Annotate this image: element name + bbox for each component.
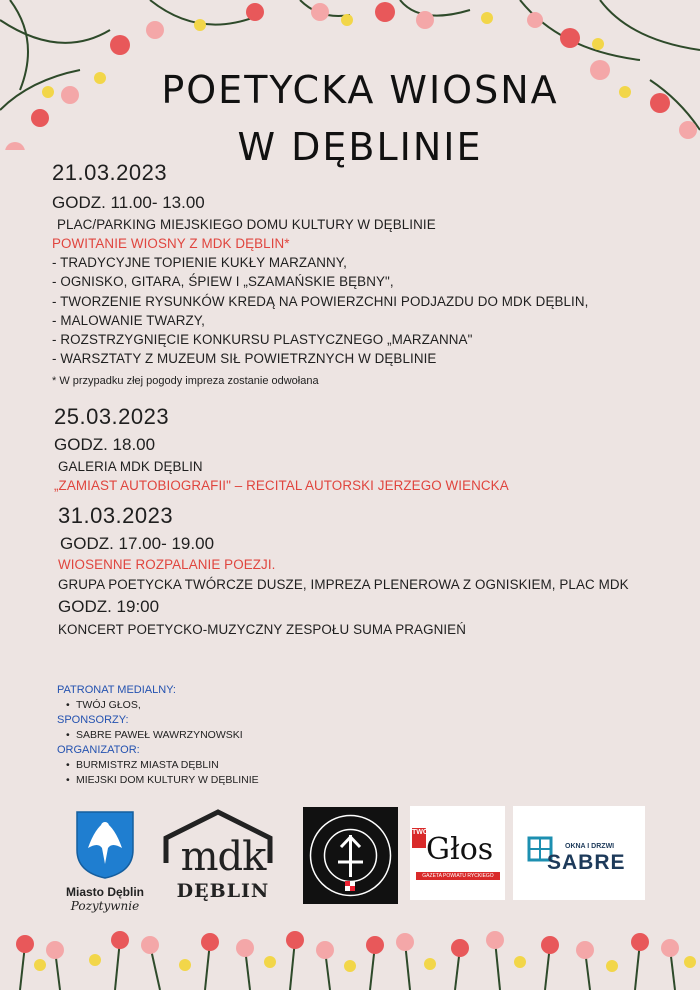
event-1-item: - WARSZTATY Z MUZEUM SIŁ POWIETRZNYCH W DĘBLINIE bbox=[52, 351, 437, 366]
event-2-place: GALERIA MDK DĘBLIN bbox=[58, 459, 203, 474]
event-3-place: GRUPA POETYCKA TWÓRCZE DUSZE, IMPREZA PLENEROWA Z OGNISKIEM, PLAC MDK bbox=[58, 577, 629, 592]
organizer-item: • MIEJSKI DOM KULTURY W DĘBLINIE bbox=[76, 774, 259, 786]
event-3-hour: GODZ. 17.00- 19.00 bbox=[60, 534, 215, 553]
event-2-date: 25.03.2023 bbox=[54, 404, 170, 429]
event-2-hour: GODZ. 18.00 bbox=[54, 435, 156, 454]
sponsors-label: SPONSORZY: bbox=[57, 714, 129, 726]
twoj-glos-logo bbox=[410, 806, 505, 900]
sabre-logo bbox=[513, 806, 645, 900]
sabre-logo-tagline: OKNA I DRZWI bbox=[565, 843, 615, 850]
poster-title-line1: POETYCKA WIOSNA bbox=[161, 68, 559, 112]
organizer-item: • BURMISTRZ MIASTA DĘBLIN bbox=[76, 759, 219, 771]
event-3-date: 31.03.2023 bbox=[58, 503, 174, 528]
twoj-glos-title: Głos bbox=[426, 832, 494, 867]
event-1-item: - MALOWANIE TWARZY, bbox=[52, 313, 205, 328]
event-1-hour: GODZ. 11.00- 13.00 bbox=[52, 193, 205, 212]
deblin-logo-tagline: Pozytywnie bbox=[70, 899, 140, 913]
mdk-deblin-logo bbox=[158, 808, 288, 908]
event-1-weather-note: * W przypadku złej pogody impreza zostanie odwołana bbox=[52, 375, 319, 387]
deblin-logo-name: Miasto Dęblin bbox=[65, 885, 144, 899]
event-3-highlight: WIOSENNE ROZPALANIE POEZJI. bbox=[58, 557, 276, 572]
mdk-logo-text: mdk bbox=[180, 834, 266, 880]
mdk-logo-city: DĘBLIN bbox=[176, 880, 270, 902]
event-2-highlight: „ZAMIAST AUTOBIOGRAFII" – RECITAL AUTORSKI JERZEGO WIENCKA bbox=[54, 478, 509, 493]
deblin-city-logo bbox=[50, 808, 160, 926]
event-1-item: - ROZSTRZYGNIĘCIE KONKURSU PLASTYCZNEGO „MARZANNA" bbox=[52, 332, 473, 347]
sponsor-item: • SABRE PAWEŁ WAWRZYNOWSKI bbox=[76, 729, 243, 741]
flower-decoration-bottom bbox=[0, 920, 700, 990]
muzeum-sil-powietrznych-logo bbox=[303, 807, 398, 904]
event-1-item: - OGNISKO, GITARA, ŚPIEW I „SZAMAŃSKIE BĘBNY", bbox=[52, 274, 394, 289]
event-1-highlight: POWITANIE WIOSNY Z MDK DĘBLIN* bbox=[52, 236, 290, 251]
sabre-logo-name: SABRE bbox=[547, 851, 626, 874]
eagle-shield-icon bbox=[50, 808, 160, 880]
muzeum-emblem-icon bbox=[303, 807, 398, 904]
poster-title-line2: W DĘBLINIE bbox=[237, 125, 483, 169]
event-1-place: PLAC/PARKING MIEJSKIEGO DOMU KULTURY W DĘBLINIE bbox=[57, 217, 436, 232]
patronat-item: • TWÓJ GŁOS, bbox=[76, 699, 141, 711]
patronat-label: PATRONAT MEDIALNY: bbox=[57, 684, 176, 696]
event-3-hour-2: GODZ. 19:00 bbox=[58, 597, 160, 616]
event-3-place-2: KONCERT POETYCKO-MUZYCZNY ZESPOŁU SUMA PRAGNIEŃ bbox=[58, 622, 466, 637]
event-1-date: 21.03.2023 bbox=[52, 160, 168, 185]
twoj-glos-badge: TWÓJ bbox=[412, 828, 426, 848]
event-1-item: - TRADYCYJNE TOPIENIE KUKŁY MARZANNY, bbox=[52, 255, 347, 270]
twoj-glos-subtitle: GAZETA POWIATU RYCKIEGO bbox=[416, 872, 500, 880]
event-1-item: - TWORZENIE RYSUNKÓW KREDĄ NA POWIERZCHNI PODJAZDU DO MDK DĘBLIN, bbox=[52, 294, 589, 309]
organizer-label: ORGANIZATOR: bbox=[57, 744, 140, 756]
